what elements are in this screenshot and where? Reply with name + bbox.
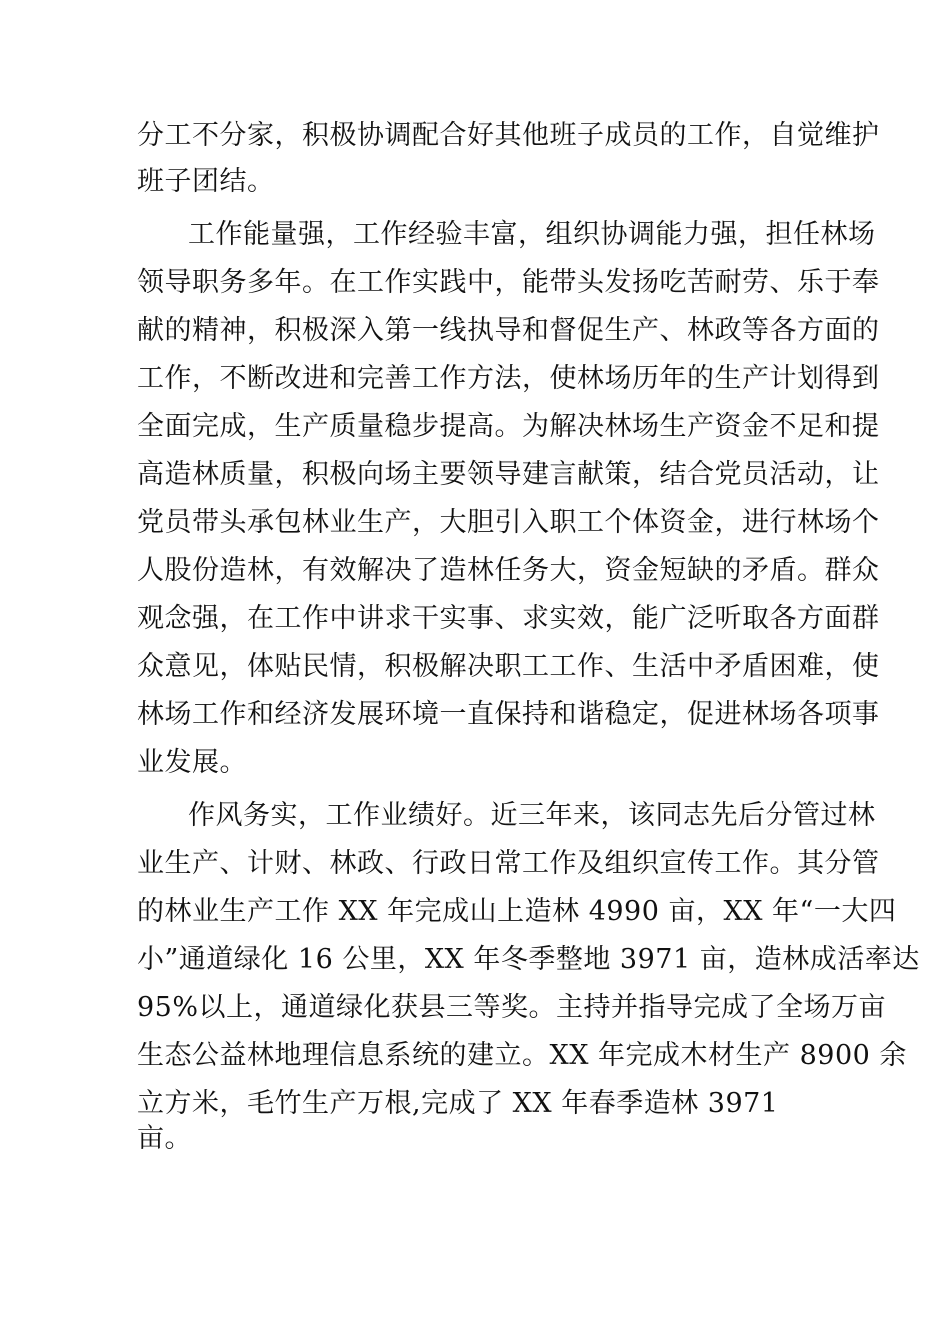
text-line: 人股份造林，有效解决了造林任务大，资金短缺的矛盾。群众: [137, 555, 880, 586]
text-line: 立方米，毛竹生产万根,完成了 XX 年春季造林 3971: [137, 1088, 779, 1119]
text-line: 分工不分家，积极协调配合好其他班子成员的工作，自觉维护: [137, 120, 880, 151]
text-line: 95%以上，通道绿化获县三等奖。主持并指导完成了全场万亩: [137, 992, 887, 1023]
paragraph-first-line: 作风务实，工作业绩好。近三年来，该同志先后分管过林: [188, 800, 876, 831]
text-line: 领导职务多年。在工作实践中，能带头发扬吃苦耐劳、乐于奉: [137, 267, 880, 298]
text-line: 工作，不断改进和完善工作方法，使林场历年的生产计划得到: [137, 363, 880, 394]
text-line: 献的精神，积极深入第一线执导和督促生产、林政等各方面的: [137, 315, 880, 346]
text-line: 班子团结。: [137, 166, 275, 197]
text-line: 高造林质量，积极向场主要领导建言献策，结合党员活动，让: [137, 459, 880, 490]
text-line: 业生产、计财、林政、行政日常工作及组织宣传工作。其分管: [137, 848, 880, 879]
text-line: 众意见，体贴民情，积极解决职工工作、生活中矛盾困难，使: [137, 651, 880, 682]
text-line: 亩。: [137, 1123, 192, 1154]
text-line: 小”通道绿化 16 公里，XX 年冬季整地 3971 亩，造林成活率达: [137, 944, 920, 975]
text-line: 观念强，在工作中讲求干实事、求实效，能广泛听取各方面群: [137, 603, 880, 634]
text-line: 党员带头承包林业生产，大胆引入职工个体资金，进行林场个: [137, 507, 880, 538]
text-line: 生态公益林地理信息系统的建立。XX 年完成木材生产 8900 余: [137, 1040, 907, 1071]
text-line: 业发展。: [137, 747, 247, 778]
text-line: 的林业生产工作 XX 年完成山上造林 4990 亩，XX 年“一大四: [137, 896, 897, 927]
text-line: 林场工作和经济发展环境一直保持和谐稳定，促进林场各项事: [137, 699, 880, 730]
text-line: 全面完成，生产质量稳步提高。为解决林场生产资金不足和提: [137, 411, 880, 442]
paragraph-first-line: 工作能量强，工作经验丰富，组织协调能力强，担任林场: [188, 219, 876, 250]
